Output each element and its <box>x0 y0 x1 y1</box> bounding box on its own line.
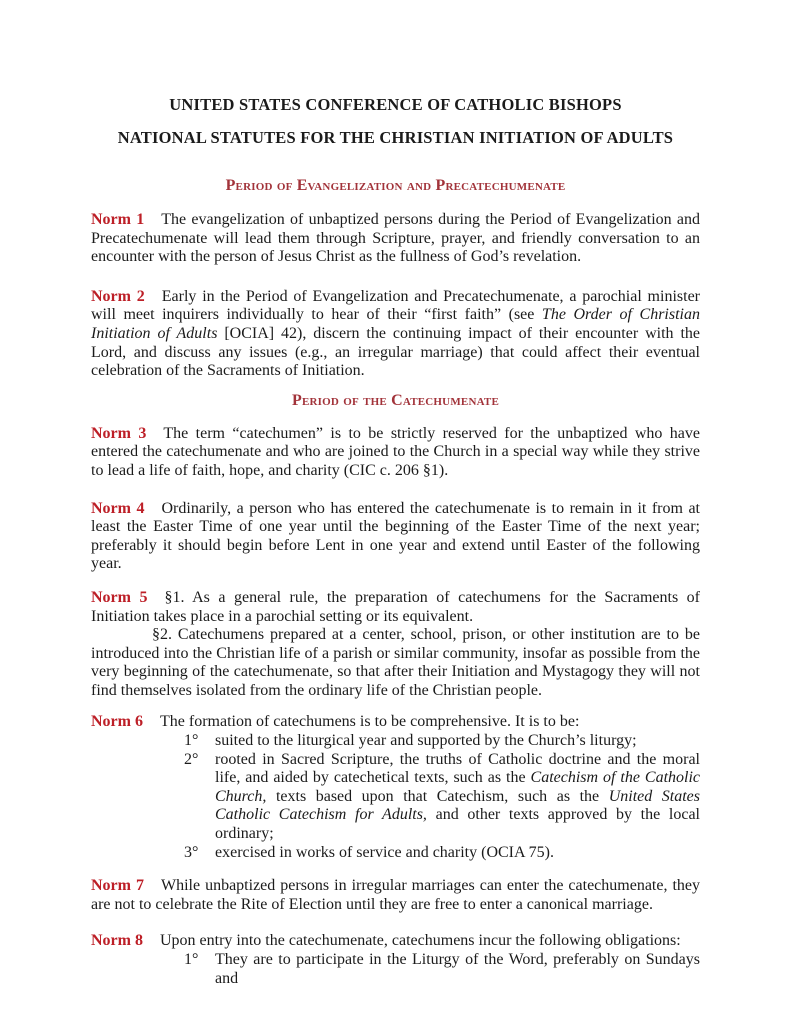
norm-6-intro-text: The formation of catechumens is to be comprehensive. It is to be: <box>159 713 580 731</box>
norm-5-label: Norm 5 <box>91 588 148 606</box>
norm-1-text: The evangelization of unbaptized persons during the Period of Evangelization and Precatechumenate will lead them through Scripture, prayer, and friendly conversation to an encounter with the person of Jesus Christ as the fullness of God’s revelation. <box>91 211 701 266</box>
norm-6-item-2-marker: 2° <box>184 750 199 768</box>
norm-4-text: Ordinarily, a person who has entered the catechumenate is to remain in it from at least the Easter Time of one year until the beginning of the Easter Time of the next year; preferably it should begin before Lent in one year and extend until Easter of the following year. <box>91 499 701 573</box>
norm-6-item-2 <box>184 750 701 844</box>
norm-8-intro-text: Upon entry into the catechumenate, catechumens incur the following obligations: <box>159 932 681 950</box>
norm-6-intro <box>91 713 700 732</box>
norm-4-label: Norm 4 <box>91 499 145 517</box>
norm-2-italic-title: The Order of Christian Initiation of Adults <box>91 306 700 342</box>
norm-8-item-1-text: They are to participate in the Liturgy of the Word, preferably on Sundays and <box>215 951 700 987</box>
norm-6-item-3-marker: 3° <box>184 843 199 861</box>
norm-5-paragraph-2: §2. Catechumens prepared at a center, school, prison, or other institution are to be introduced into the Christian life of a parish or similar community, insofar as possible from the very beginning of the catechumenate, so that after their Initiation and Mystagogy they will not find themselves isolated from the ordinary life of the Christian people. <box>91 626 700 699</box>
norm-2-paragraph <box>91 288 700 381</box>
norm-1-paragraph <box>91 211 700 267</box>
norm-6-item-3-text: exercised in works of service and charity (OCIA 75). <box>215 843 554 861</box>
norm-6-item-1-text: suited to the liturgical year and supported by the Church’s liturgy; <box>215 732 637 750</box>
norm-7-paragraph <box>91 877 700 914</box>
norm-6-item-2-italic-2: United States Catholic Catechism for Adults, <box>215 787 700 824</box>
norm-7-label: Norm 7 <box>91 877 144 895</box>
norm-6-item-2-italic-1: Catechism of the Catholic Church, <box>215 769 701 805</box>
norm-6-item-1-marker: 1° <box>184 732 199 750</box>
norm-6-item-2-text-pre: rooted in Sacred Scripture, the truths of Catholic doctrine and the moral life, and aided by catechetical texts, such as the <box>215 750 700 787</box>
section-heading-evangelization: Period of Evangelization and Precatechumenate <box>225 177 566 194</box>
norm-6-label: Norm 6 <box>91 713 143 731</box>
norm-6-item-1 <box>184 732 700 751</box>
norm-2-text-pre: Early in the Period of Evangelization and Precatechumenate, a parochial minister will meet inquirers individually to hear of their “first faith” (see <box>91 287 700 324</box>
norm-8-item-1 <box>184 951 700 988</box>
norm-3-paragraph <box>91 425 700 481</box>
norm-4-paragraph <box>91 500 700 574</box>
norm-7-text: While unbaptized persons in irregular marriages can enter the catechumenate, they are not to celebrate the Rite of Election until they are free to enter a canonical marriage. <box>91 877 701 913</box>
norm-1-label: Norm 1 <box>91 211 145 228</box>
document-title-line-2: NATIONAL STATUTES FOR THE CHRISTIAN INITIATION OF ADULTS <box>117 128 674 147</box>
norm-3-label: Norm 3 <box>91 424 147 442</box>
norm-2-label: Norm 2 <box>91 287 145 305</box>
norm-8-item-1-marker: 1° <box>184 951 199 968</box>
norm-2-text-post: [OCIA] 42), discern the continuing impact of their encounter with the Lord, and discuss any issues (e.g., an irregular marriage) that could affect their eventual celebration of the Sacraments of Initiation. <box>91 324 700 380</box>
norm-6-item-2-text-mid: texts based upon that Catechism, such as the <box>266 787 609 805</box>
norm-8-label: Norm 8 <box>91 932 143 950</box>
norm-6-list <box>184 732 701 862</box>
section-heading-catechumenate: Period of the Catechumenate <box>291 391 499 409</box>
norm-8-list <box>184 951 700 988</box>
norm-6-item-3 <box>184 843 700 863</box>
norm-8-intro <box>91 932 700 951</box>
norm-3-text: The term “catechumen” is to be strictly reserved for the unbaptized who have entered the catechumenate and who are joined to the Church in a special way while they strive to lead a life of faith, hope, and charity (CIC c. 206 §1). <box>91 424 701 479</box>
norm-5-text-s1: §1. As a general rule, the preparation of catechumens for the Sacraments of Initiation takes place in a parochial setting or its equivalent. <box>91 588 700 625</box>
norm-6-item-2-text-post: and other texts approved by the local ordinary; <box>215 806 700 843</box>
document-title-line-1: UNITED STATES CONFERENCE OF CATHOLIC BISHOPS <box>169 95 622 114</box>
norm-5-paragraph-1 <box>91 589 700 626</box>
